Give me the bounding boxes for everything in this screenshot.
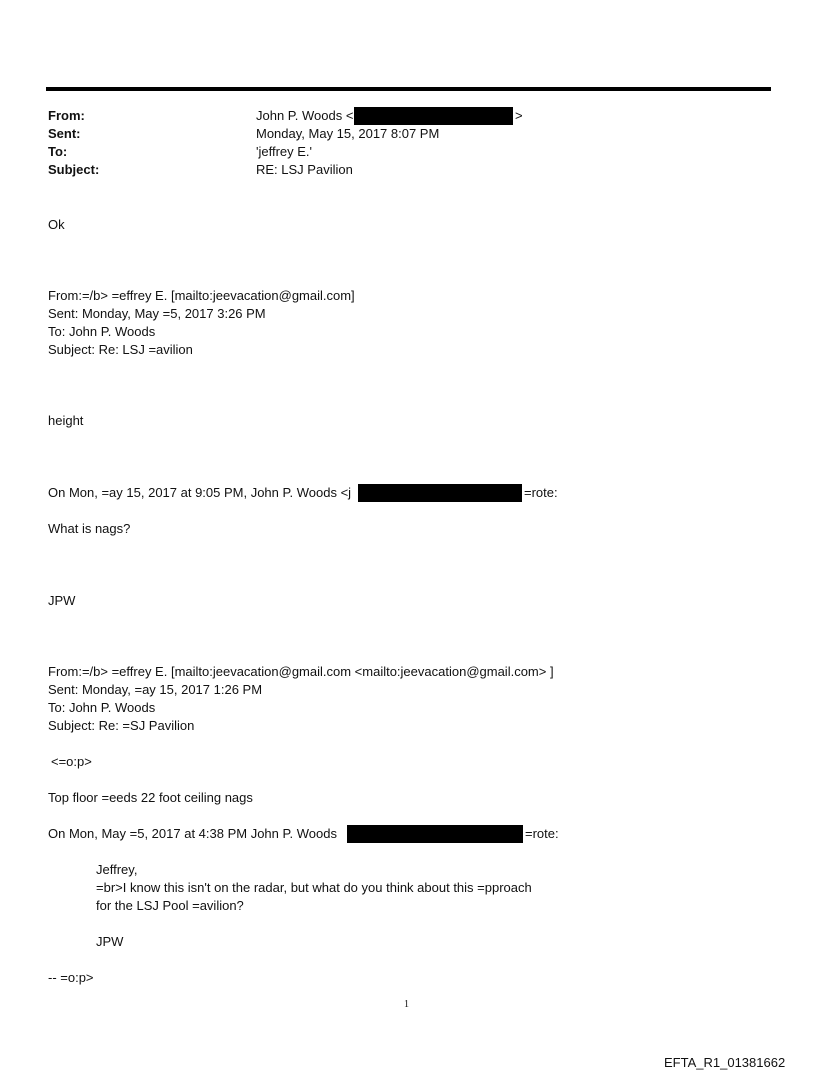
from-name: John P. Woods < [256,108,354,123]
what-is-nags: What is nags? [48,521,131,536]
quote2-to: To: John P. Woods [48,700,156,715]
on-line1-end: =rote: [524,485,558,500]
quote1-subject: Subject: Re: LSJ =avilion [48,342,193,357]
indented-signature: JPW [96,934,124,949]
signature: JPW [48,593,76,608]
sent-value: Monday, May 15, 2017 8:07 PM [256,126,440,141]
page-number: 1 [404,999,409,1010]
quote1-from: From:=/b> =effrey E. [mailto:jeevacation@gmail.com] [48,288,355,303]
quote2-from: From:=/b> =effrey E. [mailto:jeevacation@gmail.com <mailto:jeevacation@gmail.com> ] [48,664,554,679]
salutation: Jeffrey, [96,862,138,877]
sent-label: Sent: [48,126,81,141]
op-tag: <=o:p> [51,754,92,769]
quote1-sent: Sent: Monday, May =5, 2017 3:26 PM [48,306,266,321]
top-floor-text: Top floor =eeds 22 foot ceiling nags [48,790,253,805]
header-rule [46,87,771,91]
document-id: EFTA_R1_01381662 [664,1055,786,1070]
subject-label: Subject: [48,162,100,177]
on-line1-start: On Mon, =ay 15, 2017 at 9:05 PM, John P. Woods <j [48,485,352,500]
trailer-text: -- =o:p> [48,970,94,985]
indented-line1: =br>I know this isn't on the radar, but what do you think about this =pproach [96,880,532,895]
quote2-sent: Sent: Monday, =ay 15, 2017 1:26 PM [48,682,263,697]
from-label: From: [48,108,85,123]
to-label: To: [48,144,68,159]
subject-value: RE: LSJ Pavilion [256,162,353,177]
on-line2-end: =rote: [525,826,559,841]
on-line2-start: On Mon, May =5, 2017 at 4:38 PM John P. Woods [48,826,337,841]
quote2-subject: Subject: Re: =SJ Pavilion [48,718,195,733]
height-text: height [48,413,84,428]
from-value [256,107,353,125]
to-value: 'jeffrey E.' [256,144,313,159]
redaction-box [354,107,513,125]
quote1-to: To: John P. Woods [48,324,156,339]
from-close: > [515,108,523,123]
redaction-box [358,484,522,502]
redaction-box [347,825,523,843]
indented-line2: for the LSJ Pool =avilion? [96,898,244,913]
reply-text: Ok [48,217,65,232]
